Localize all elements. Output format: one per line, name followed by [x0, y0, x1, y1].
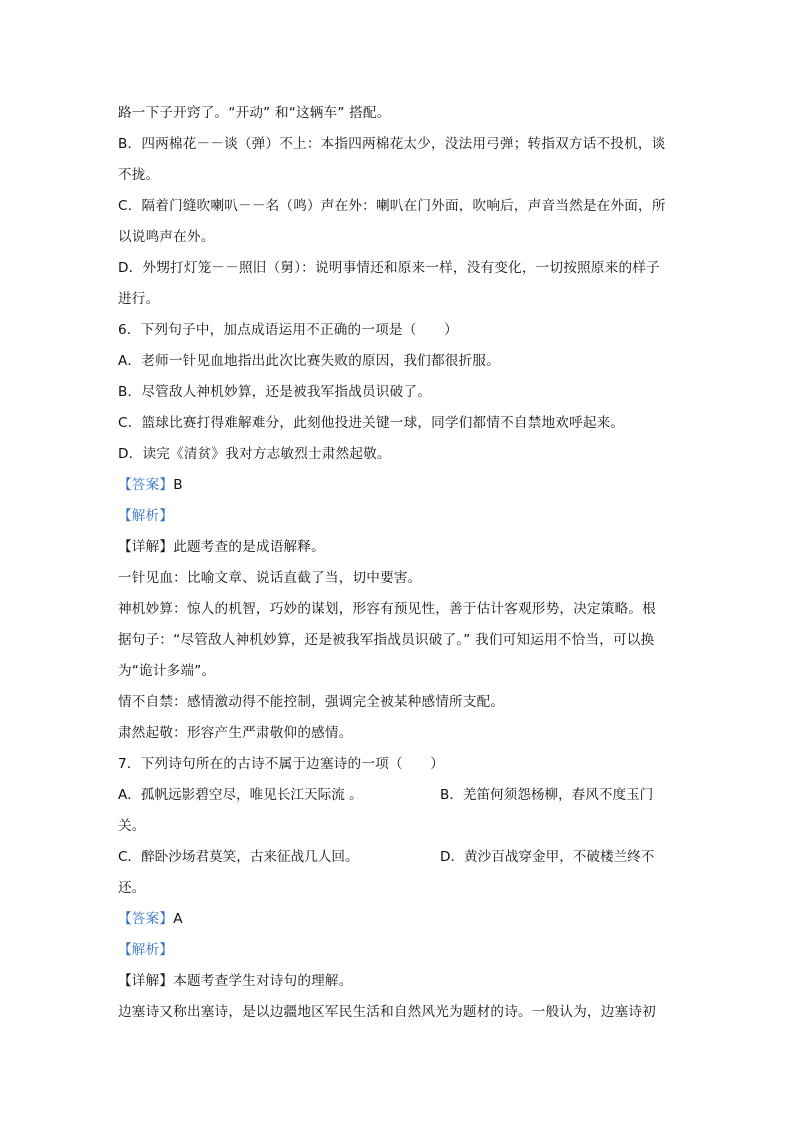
analysis-tag: 【解析】 — [118, 508, 174, 524]
text-line: 不拢。 — [118, 167, 160, 183]
explain-line: 一针见血：比喻文章、说话直截了当，切中要害。 — [118, 570, 422, 586]
explain-line: 情不自禁：感情激动得不能控制，强调完全被某种感情所支配。 — [118, 694, 505, 710]
q7-option-a: A．孤帆远影碧空尽，唯见长江天际流 。 — [118, 787, 363, 803]
answer-tag: 【答案】 — [118, 911, 174, 927]
text-line: D．外甥打灯笼－－照旧（舅）：说明事情还和原来一样，没有变化，一切按照原来的样子 — [118, 260, 660, 276]
explain-line: 为“诡计多端”。 — [118, 663, 216, 679]
q6-detail — [118, 537, 325, 557]
answer-value: A — [173, 911, 183, 927]
q7-analysis-heading — [118, 940, 173, 960]
q6-analysis-heading — [118, 506, 173, 526]
text-line: 边塞诗又称出塞诗，是以边疆地区军民生活和自然风光为题材的诗。一般认为，边塞诗初 — [118, 1004, 656, 1020]
text-line: 以说鸣声在外。 — [118, 229, 215, 245]
question-7-stem: 7．下列诗句所在的古诗不属于边塞诗的一项（ ） — [118, 756, 445, 772]
q6-answer — [118, 475, 183, 495]
q7-option-b: B．羌笛何须怨杨柳，春风不度玉门 — [440, 787, 654, 803]
text-line: 进行。 — [118, 291, 160, 307]
answer-tag: 【答案】 — [118, 477, 174, 493]
detail-tag: 【详解】 — [118, 973, 174, 989]
text-line: 路一下子开窍了。“开动” 和“这辆车” 搭配。 — [118, 105, 391, 121]
q6-option-c: C．篮球比赛打得难解难分，此刻他投进关键一球，同学们都情不自禁地欢呼起来。 — [118, 415, 625, 431]
analysis-tag: 【解析】 — [118, 942, 174, 958]
q7-answer — [118, 909, 183, 929]
explain-line: 据句子：“尽管敌人神机妙算，还是被我军指战员识破了。” 我们可知运用不恰当，可以换 — [118, 632, 655, 648]
q7-option-b-cont: 关。 — [118, 818, 146, 834]
q6-option-d: D．读完《清贫》我对方志敏烈士肃然起敬。 — [118, 446, 391, 462]
q6-option-b: B．尽管敌人神机妙算，还是被我军指战员识破了。 — [118, 384, 431, 400]
explain-line: 神机妙算：惊人的机智，巧妙的谋划，形容有预见性，善于估计客观形势，决定策略。根 — [118, 601, 656, 617]
explain-line: 肃然起敬：形容产生严肃敬仰的感情。 — [118, 725, 353, 741]
q7-option-c: C．醉卧沙场君莫笑，古来征战几人回。 — [118, 849, 359, 865]
detail-tag: 【详解】 — [118, 539, 174, 555]
detail-text: 此题考查的是成语解释。 — [173, 539, 325, 555]
text-line: C．隔着门缝吹喇叭－－名（鸣）声在外：喇叭在门外面，吹响后，声音当然是在外面，所 — [118, 198, 666, 214]
answer-value: B — [173, 477, 183, 493]
text-line: B．四两棉花－－谈（弹）不上：本指四两棉花太少，没法用弓弹；转指双方话不投机，谈 — [118, 136, 666, 152]
q7-option-d-cont: 还。 — [118, 880, 146, 896]
q7-detail — [118, 971, 353, 991]
q7-option-d: D．黄沙百战穿金甲，不破楼兰终不 — [440, 849, 655, 865]
detail-text: 本题考查学生对诗句的理解。 — [173, 973, 353, 989]
question-6-stem: 6．下列句子中，加点成语运用不正确的一项是（ ） — [118, 322, 458, 338]
q6-option-a: A．老师一针见血地指出此次比赛失败的原因，我们都很折服。 — [118, 353, 500, 369]
